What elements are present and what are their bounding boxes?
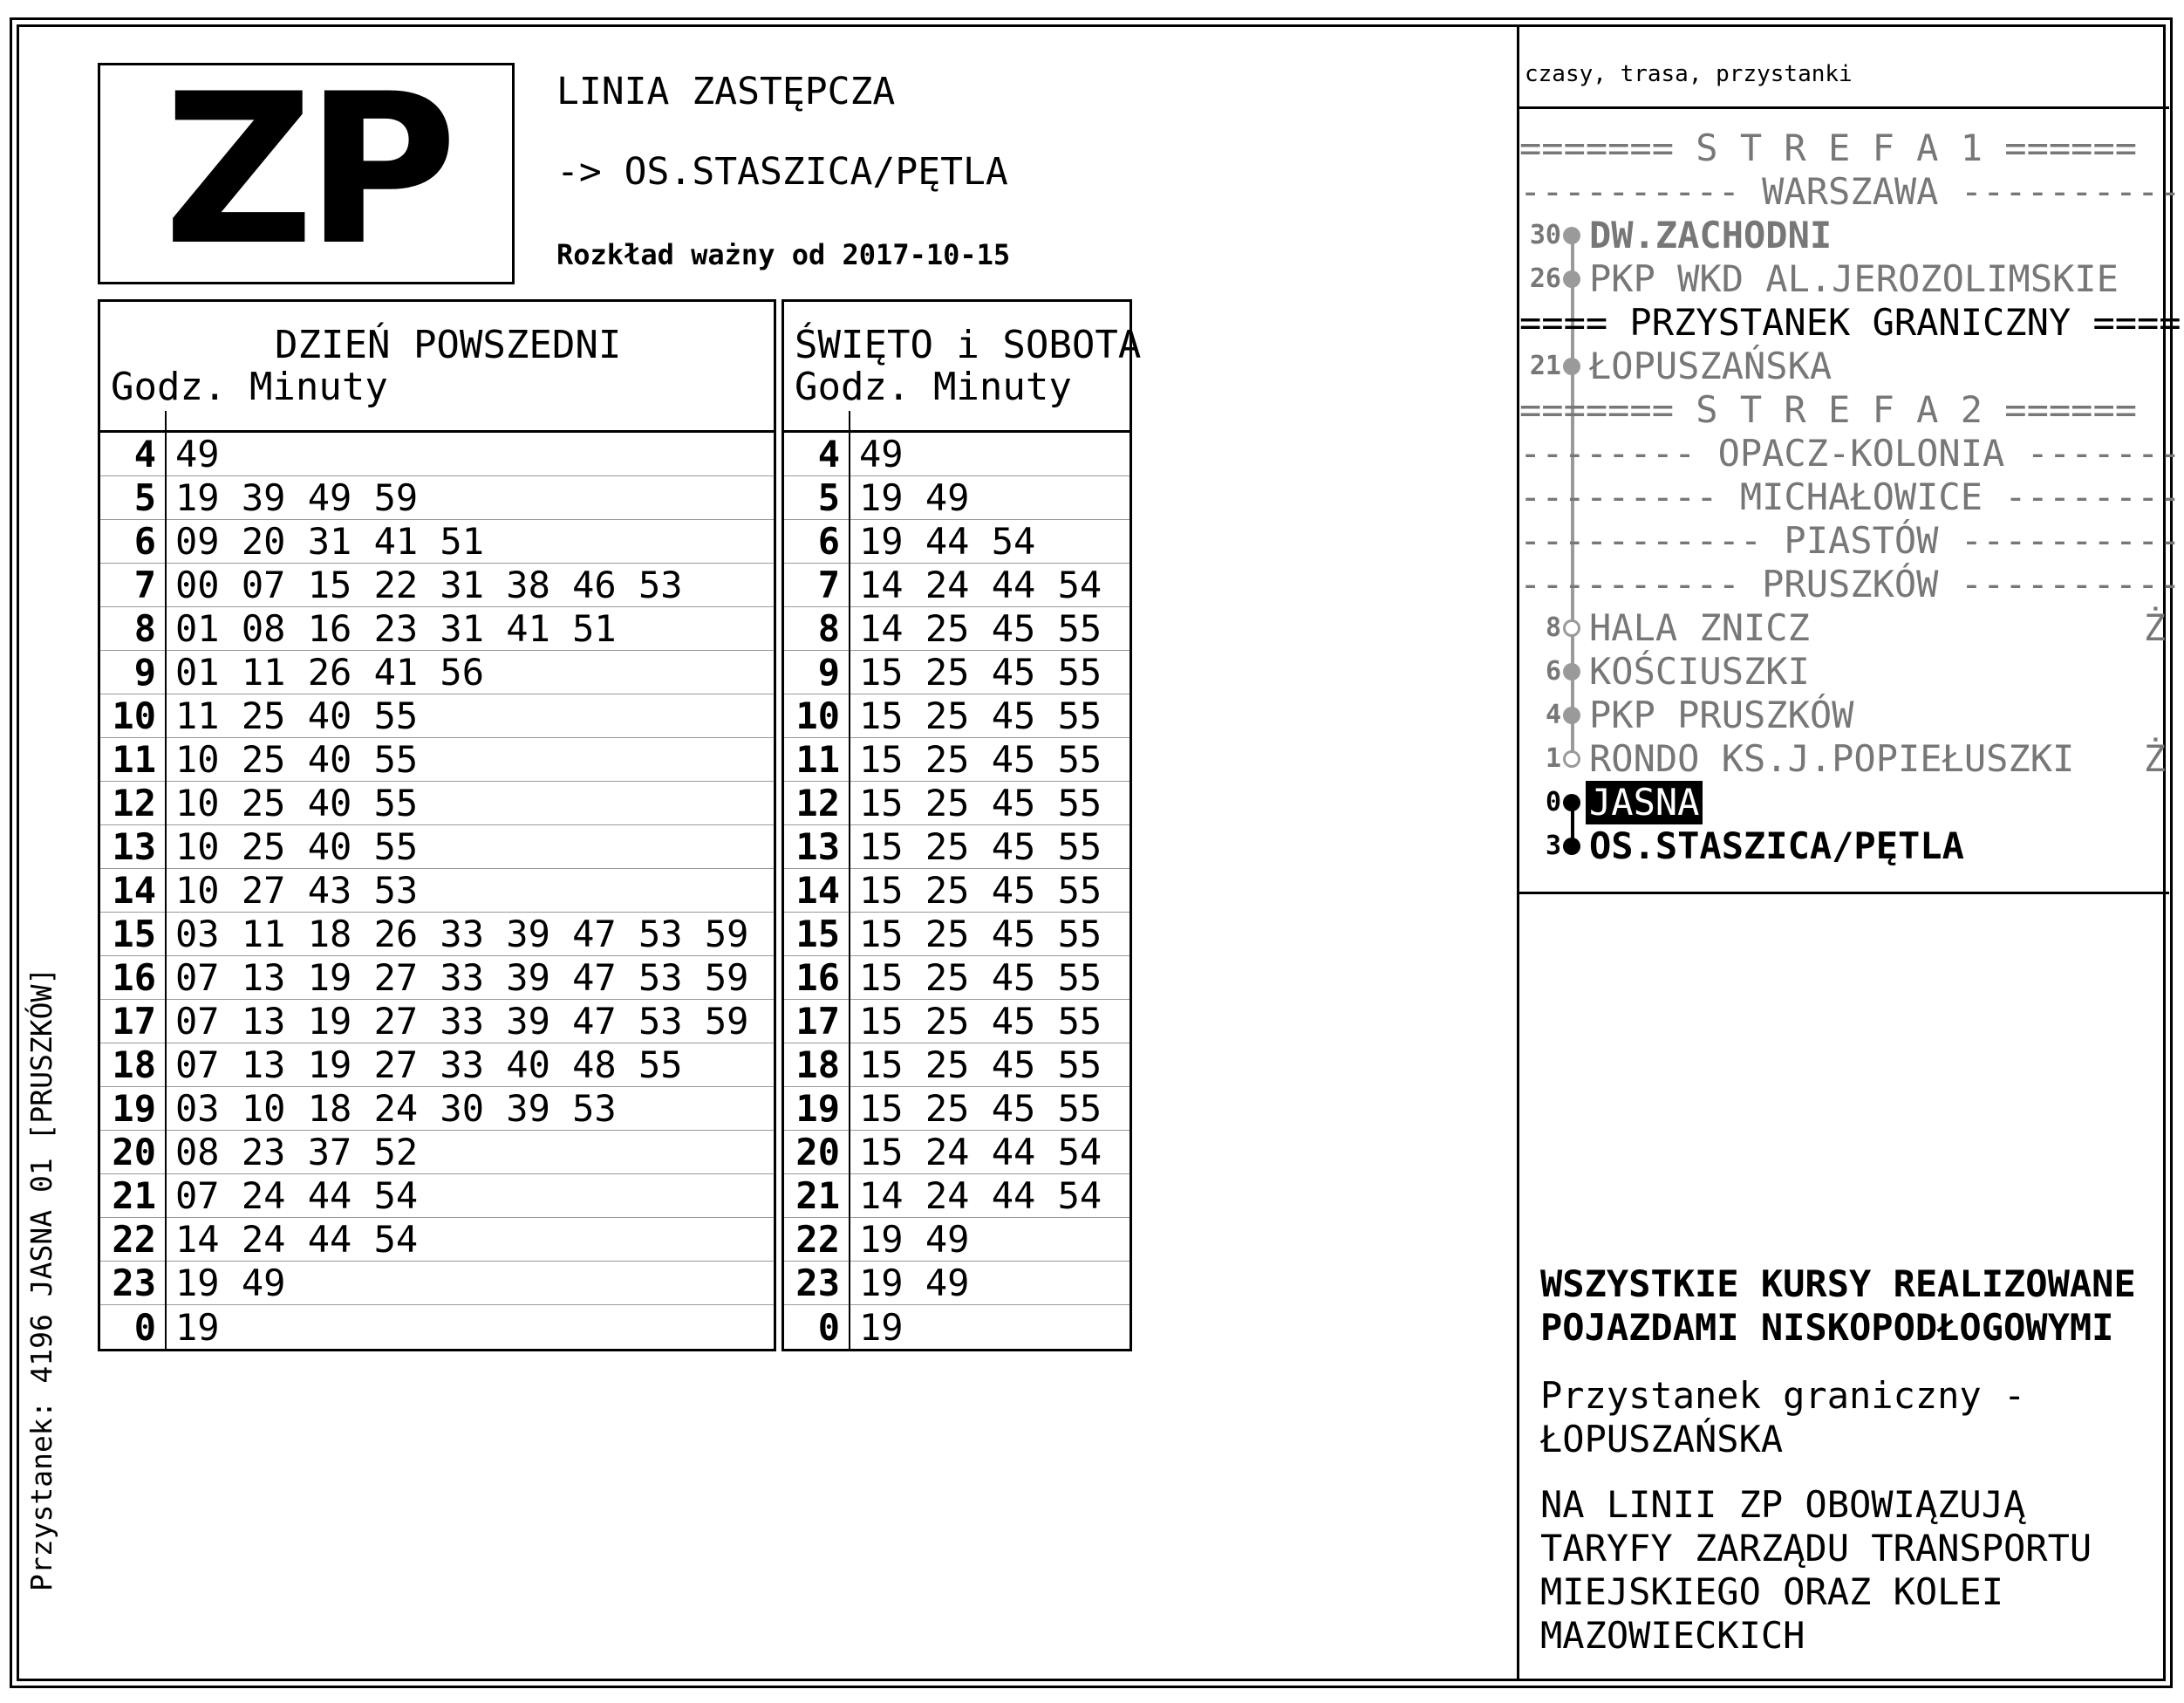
stop-dot-icon (1563, 663, 1580, 681)
hour-cell: 16 (795, 956, 840, 999)
hour-cell: 6 (133, 520, 156, 563)
minutes-cell: 10 25 40 55 (175, 738, 419, 781)
michalowice-separator: --------- MICHAŁOWICE -------- (1519, 475, 2181, 518)
hour-cell: 19 (795, 1087, 840, 1130)
hour-cell: 12 (795, 782, 840, 824)
route-rule (1519, 892, 2169, 894)
hour-cell: 13 (795, 825, 840, 868)
hour-cell: 0 (133, 1305, 156, 1349)
hour-cell: 9 (817, 651, 840, 694)
holiday-timetable (781, 299, 1142, 1351)
note-tariff: NA LINII ZP OBOWIĄZUJĄ TARYFY ZARZĄDU TRANSPORTU MIEJSKIEGO ORAZ KOLEI MAZOWIECKICH (1540, 1483, 2092, 1657)
stop-name: KOŚCIUSZKI (1589, 650, 1810, 693)
timetable-row (100, 1131, 774, 1174)
timetable-row (784, 651, 1130, 694)
stop-name: ŁOPUSZAŃSKA (1589, 345, 1833, 387)
timetable-row (784, 564, 1130, 607)
line-number-box (98, 50, 515, 291)
route-caption: czasy, trasa, przystanki (1525, 61, 1853, 87)
route-stop (1519, 650, 2169, 694)
minutes-cell: 19 49 (859, 476, 970, 519)
route-stop-current (1519, 781, 2169, 824)
request-stop-dot-icon (1563, 750, 1580, 768)
route-stop (1519, 345, 2169, 388)
timetable-row (100, 607, 774, 651)
timetable-row (100, 825, 774, 869)
timetable-row (784, 476, 1130, 520)
weekday-rows (100, 433, 774, 1349)
stop-dot-icon (1563, 358, 1580, 375)
minutes-cell: 03 10 18 24 30 39 53 (175, 1087, 617, 1130)
stop-name: HALA ZNICZ (1589, 606, 1810, 649)
minutes-cell: 14 24 44 54 (175, 1218, 419, 1261)
timetable-row (784, 607, 1130, 651)
timetable-row (784, 1087, 1130, 1131)
minutes-cell: 15 24 44 54 (859, 1131, 1102, 1173)
minutes-cell: 01 08 16 23 31 41 51 (175, 607, 617, 650)
zone-2-separator: ======= S T R E F A 2 ====== (1519, 388, 2138, 431)
hour-cell: 5 (817, 476, 840, 519)
border-stop-separator: ==== PRZYSTANEK GRANICZNY ==== (1519, 301, 2181, 344)
pruszkow-separator: ---------- PRUSZKÓW ---------- (1519, 563, 2181, 605)
hour-cell: 20 (112, 1131, 156, 1173)
timetable-row (100, 694, 774, 738)
line-number: ZP (163, 50, 449, 291)
hour-cell: 7 (817, 564, 840, 606)
hour-cell: 16 (112, 956, 156, 999)
hour-divider (849, 433, 850, 1349)
route-stop (1519, 606, 2169, 650)
opacz-separator: -------- OPACZ-KOLONIA ------- (1519, 432, 2181, 475)
line-direction: -> OS.STASZICA/PĘTLA (556, 150, 1008, 194)
minutes-cell: 07 13 19 27 33 39 47 53 59 (175, 956, 749, 999)
hour-cell: 5 (133, 476, 156, 519)
minutes-cell: 03 11 18 26 33 39 47 53 59 (175, 913, 749, 955)
stop-time: 26 (1529, 263, 1561, 294)
minutes-cell: 19 (175, 1305, 220, 1349)
timetable-row (100, 913, 774, 956)
hour-cell: 22 (112, 1218, 156, 1261)
stop-time: 21 (1529, 351, 1561, 381)
stop-name: DW.ZACHODNI (1589, 214, 1833, 256)
hour-cell: 4 (133, 433, 156, 475)
stop-time: 0 (1545, 787, 1561, 817)
weekday-header (100, 302, 774, 433)
zone-1-separator: ======= S T R E F A 1 ====== (1519, 127, 2138, 169)
timetable-row (784, 956, 1130, 1000)
timetable-row (100, 1262, 774, 1305)
minutes-cell: 07 13 19 27 33 40 48 55 (175, 1043, 683, 1086)
timetable-row (784, 1305, 1130, 1349)
hour-cell: 23 (112, 1262, 156, 1304)
timetable-row (784, 694, 1130, 738)
hour-cell: 19 (112, 1087, 156, 1130)
timetable-row (784, 825, 1130, 869)
timetable-row (100, 520, 774, 564)
timetable-row (100, 782, 774, 825)
minutes-cell: 19 49 (859, 1262, 970, 1304)
timetable-row (784, 1174, 1130, 1218)
minutes-cell: 10 25 40 55 (175, 782, 419, 824)
timetable-row (784, 738, 1130, 782)
minutes-cell: 19 39 49 59 (175, 476, 419, 519)
hour-cell: 10 (112, 694, 156, 737)
timetable-row (100, 476, 774, 520)
stop-name: RONDO KS.J.POPIEŁUSZKI (1589, 737, 2075, 780)
minutes-cell: 19 44 54 (859, 520, 1036, 563)
current-stop-name: JASNA (1586, 781, 1703, 824)
request-stop-dot-icon (1563, 619, 1580, 637)
hour-cell: 21 (112, 1174, 156, 1217)
minutes-cell: 00 07 15 22 31 38 46 53 (175, 564, 683, 606)
timetable-row (100, 1305, 774, 1349)
hour-divider (165, 433, 167, 1349)
stop-name: PKP PRUSZKÓW (1589, 694, 1854, 736)
route-stop (1519, 737, 2169, 781)
minutes-cell: 14 24 44 54 (859, 1174, 1102, 1217)
timetable-row (784, 782, 1130, 825)
route-stop (1519, 694, 2169, 737)
timetable-row (100, 1087, 774, 1131)
hour-cell: 4 (817, 433, 840, 475)
hour-cell: 8 (133, 607, 156, 650)
timetable-row (784, 1131, 1130, 1174)
timetable-row (100, 564, 774, 607)
route-stop-terminus (1519, 824, 2169, 868)
timetable-row (100, 956, 774, 1000)
minutes-cell: 14 25 45 55 (859, 607, 1102, 650)
minutes-cell: 15 25 45 55 (859, 1000, 1102, 1043)
minutes-cell: 15 25 45 55 (859, 869, 1102, 912)
minutes-cell: 15 25 45 55 (859, 782, 1102, 824)
hour-cell: 10 (795, 694, 840, 737)
stop-time: 8 (1545, 612, 1561, 643)
minutes-cell: 10 25 40 55 (175, 825, 419, 868)
weekday-subheader: Godz. Minuty (111, 365, 388, 409)
hour-cell: 18 (795, 1043, 840, 1086)
request-stop-flag: Ż (2143, 606, 2166, 649)
route-stop (1519, 214, 2169, 257)
timetable-row (784, 869, 1130, 913)
stop-name: PKP WKD AL.JEROZOLIMSKIE (1589, 257, 2119, 300)
minutes-cell: 15 25 45 55 (859, 738, 1102, 781)
hour-cell: 23 (795, 1262, 840, 1304)
minutes-cell: 11 25 40 55 (175, 694, 419, 737)
timetable-row (100, 1000, 774, 1043)
hour-cell: 13 (112, 825, 156, 868)
minutes-cell: 15 25 45 55 (859, 694, 1102, 737)
line-type: LINIA ZASTĘPCZA (556, 70, 896, 113)
hour-cell: 20 (795, 1131, 840, 1173)
route-list (1519, 127, 2181, 877)
weekday-title: DZIEŃ POWSZEDNI (275, 323, 622, 367)
hour-cell: 8 (817, 607, 840, 650)
stop-dot-icon (1563, 227, 1580, 244)
hour-cell: 9 (133, 651, 156, 694)
hour-cell: 11 (112, 738, 156, 781)
hour-cell: 17 (795, 1000, 840, 1043)
minutes-cell: 15 25 45 55 (859, 825, 1102, 868)
timetable-row (784, 1262, 1130, 1305)
piastow-separator: ----------- PIASTÓW ---------- (1519, 519, 2181, 562)
timetable-row (784, 1218, 1130, 1262)
minutes-cell: 15 25 45 55 (859, 651, 1102, 694)
holiday-subheader: Godz. Minuty (795, 365, 1072, 409)
stop-time: 3 (1545, 831, 1561, 861)
timetable-row (100, 1218, 774, 1262)
note-low-floor: WSZYSTKIE KURSY REALIZOWANE POJAZDAMI NISKOPODŁOGOWYMI (1540, 1262, 2136, 1349)
route-stop (1519, 257, 2169, 301)
request-stop-flag: Ż (2143, 737, 2166, 780)
stop-time: 30 (1529, 220, 1561, 250)
minutes-cell: 10 27 43 53 (175, 869, 419, 912)
timetable-row (100, 433, 774, 476)
hour-cell: 12 (112, 782, 156, 824)
timetable-row (100, 738, 774, 782)
minutes-cell: 15 25 45 55 (859, 1043, 1102, 1086)
stop-time: 4 (1545, 700, 1561, 730)
hour-cell: 15 (112, 913, 156, 955)
timetable-row (100, 1043, 774, 1087)
hour-cell: 7 (133, 564, 156, 606)
timetable-row (784, 913, 1130, 956)
hour-cell: 14 (112, 869, 156, 912)
holiday-rows (784, 433, 1130, 1349)
minutes-cell: 15 25 45 55 (859, 1087, 1102, 1130)
note-border-stop: Przystanek graniczny - ŁOPUSZAŃSKA (1540, 1374, 2026, 1460)
timetable-row (100, 869, 774, 913)
stop-dot-icon (1563, 838, 1580, 855)
timetable-row (100, 651, 774, 694)
minutes-cell: 07 24 44 54 (175, 1174, 419, 1217)
timetable-row (784, 520, 1130, 564)
minutes-cell: 07 13 19 27 33 39 47 53 59 (175, 1000, 749, 1043)
header-tick (165, 411, 167, 430)
warszawa-separator: ---------- WARSZAWA ---------- (1519, 170, 2181, 213)
timetable-row (784, 433, 1130, 476)
hour-cell: 11 (795, 738, 840, 781)
minutes-cell: 01 11 26 41 56 (175, 651, 485, 694)
stop-dot-icon (1563, 270, 1580, 288)
stop-label-vertical: Przystanek: 4196 JASNA 01 [PRUSZKÓW] (24, 967, 58, 1591)
minutes-cell: 19 49 (175, 1262, 286, 1304)
stop-dot-icon (1563, 794, 1580, 811)
minutes-cell: 15 25 45 55 (859, 913, 1102, 955)
minutes-cell: 19 (859, 1305, 904, 1349)
timetable-row (784, 1000, 1130, 1043)
stop-time: 1 (1545, 743, 1561, 774)
minutes-cell: 09 20 31 41 51 (175, 520, 485, 563)
valid-from: Rozkład ważny od 2017-10-15 (556, 238, 1011, 271)
caption-rule (1519, 106, 2169, 109)
hour-cell: 17 (112, 1000, 156, 1043)
weekday-timetable (98, 299, 776, 1351)
hour-cell: 18 (112, 1043, 156, 1086)
holiday-title: ŚWIĘTO i SOBOTA (795, 323, 1142, 367)
minutes-cell: 15 25 45 55 (859, 956, 1102, 999)
timetable-row (100, 1174, 774, 1218)
minutes-cell: 08 23 37 52 (175, 1131, 419, 1173)
minutes-cell: 14 24 44 54 (859, 564, 1102, 606)
minutes-cell: 49 (859, 433, 904, 475)
header-tick (849, 411, 850, 430)
stop-name: OS.STASZICA/PĘTLA (1589, 824, 1964, 867)
hour-cell: 21 (795, 1174, 840, 1217)
minutes-cell: 49 (175, 433, 220, 475)
hour-cell: 15 (795, 913, 840, 955)
minutes-cell: 19 49 (859, 1218, 970, 1261)
hour-cell: 22 (795, 1218, 840, 1261)
holiday-header (784, 302, 1142, 433)
stop-dot-icon (1563, 707, 1580, 724)
timetable-row (784, 1043, 1130, 1087)
hour-cell: 6 (817, 520, 840, 563)
hour-cell: 0 (817, 1305, 840, 1349)
stop-time: 6 (1545, 656, 1561, 687)
hour-cell: 14 (795, 869, 840, 912)
